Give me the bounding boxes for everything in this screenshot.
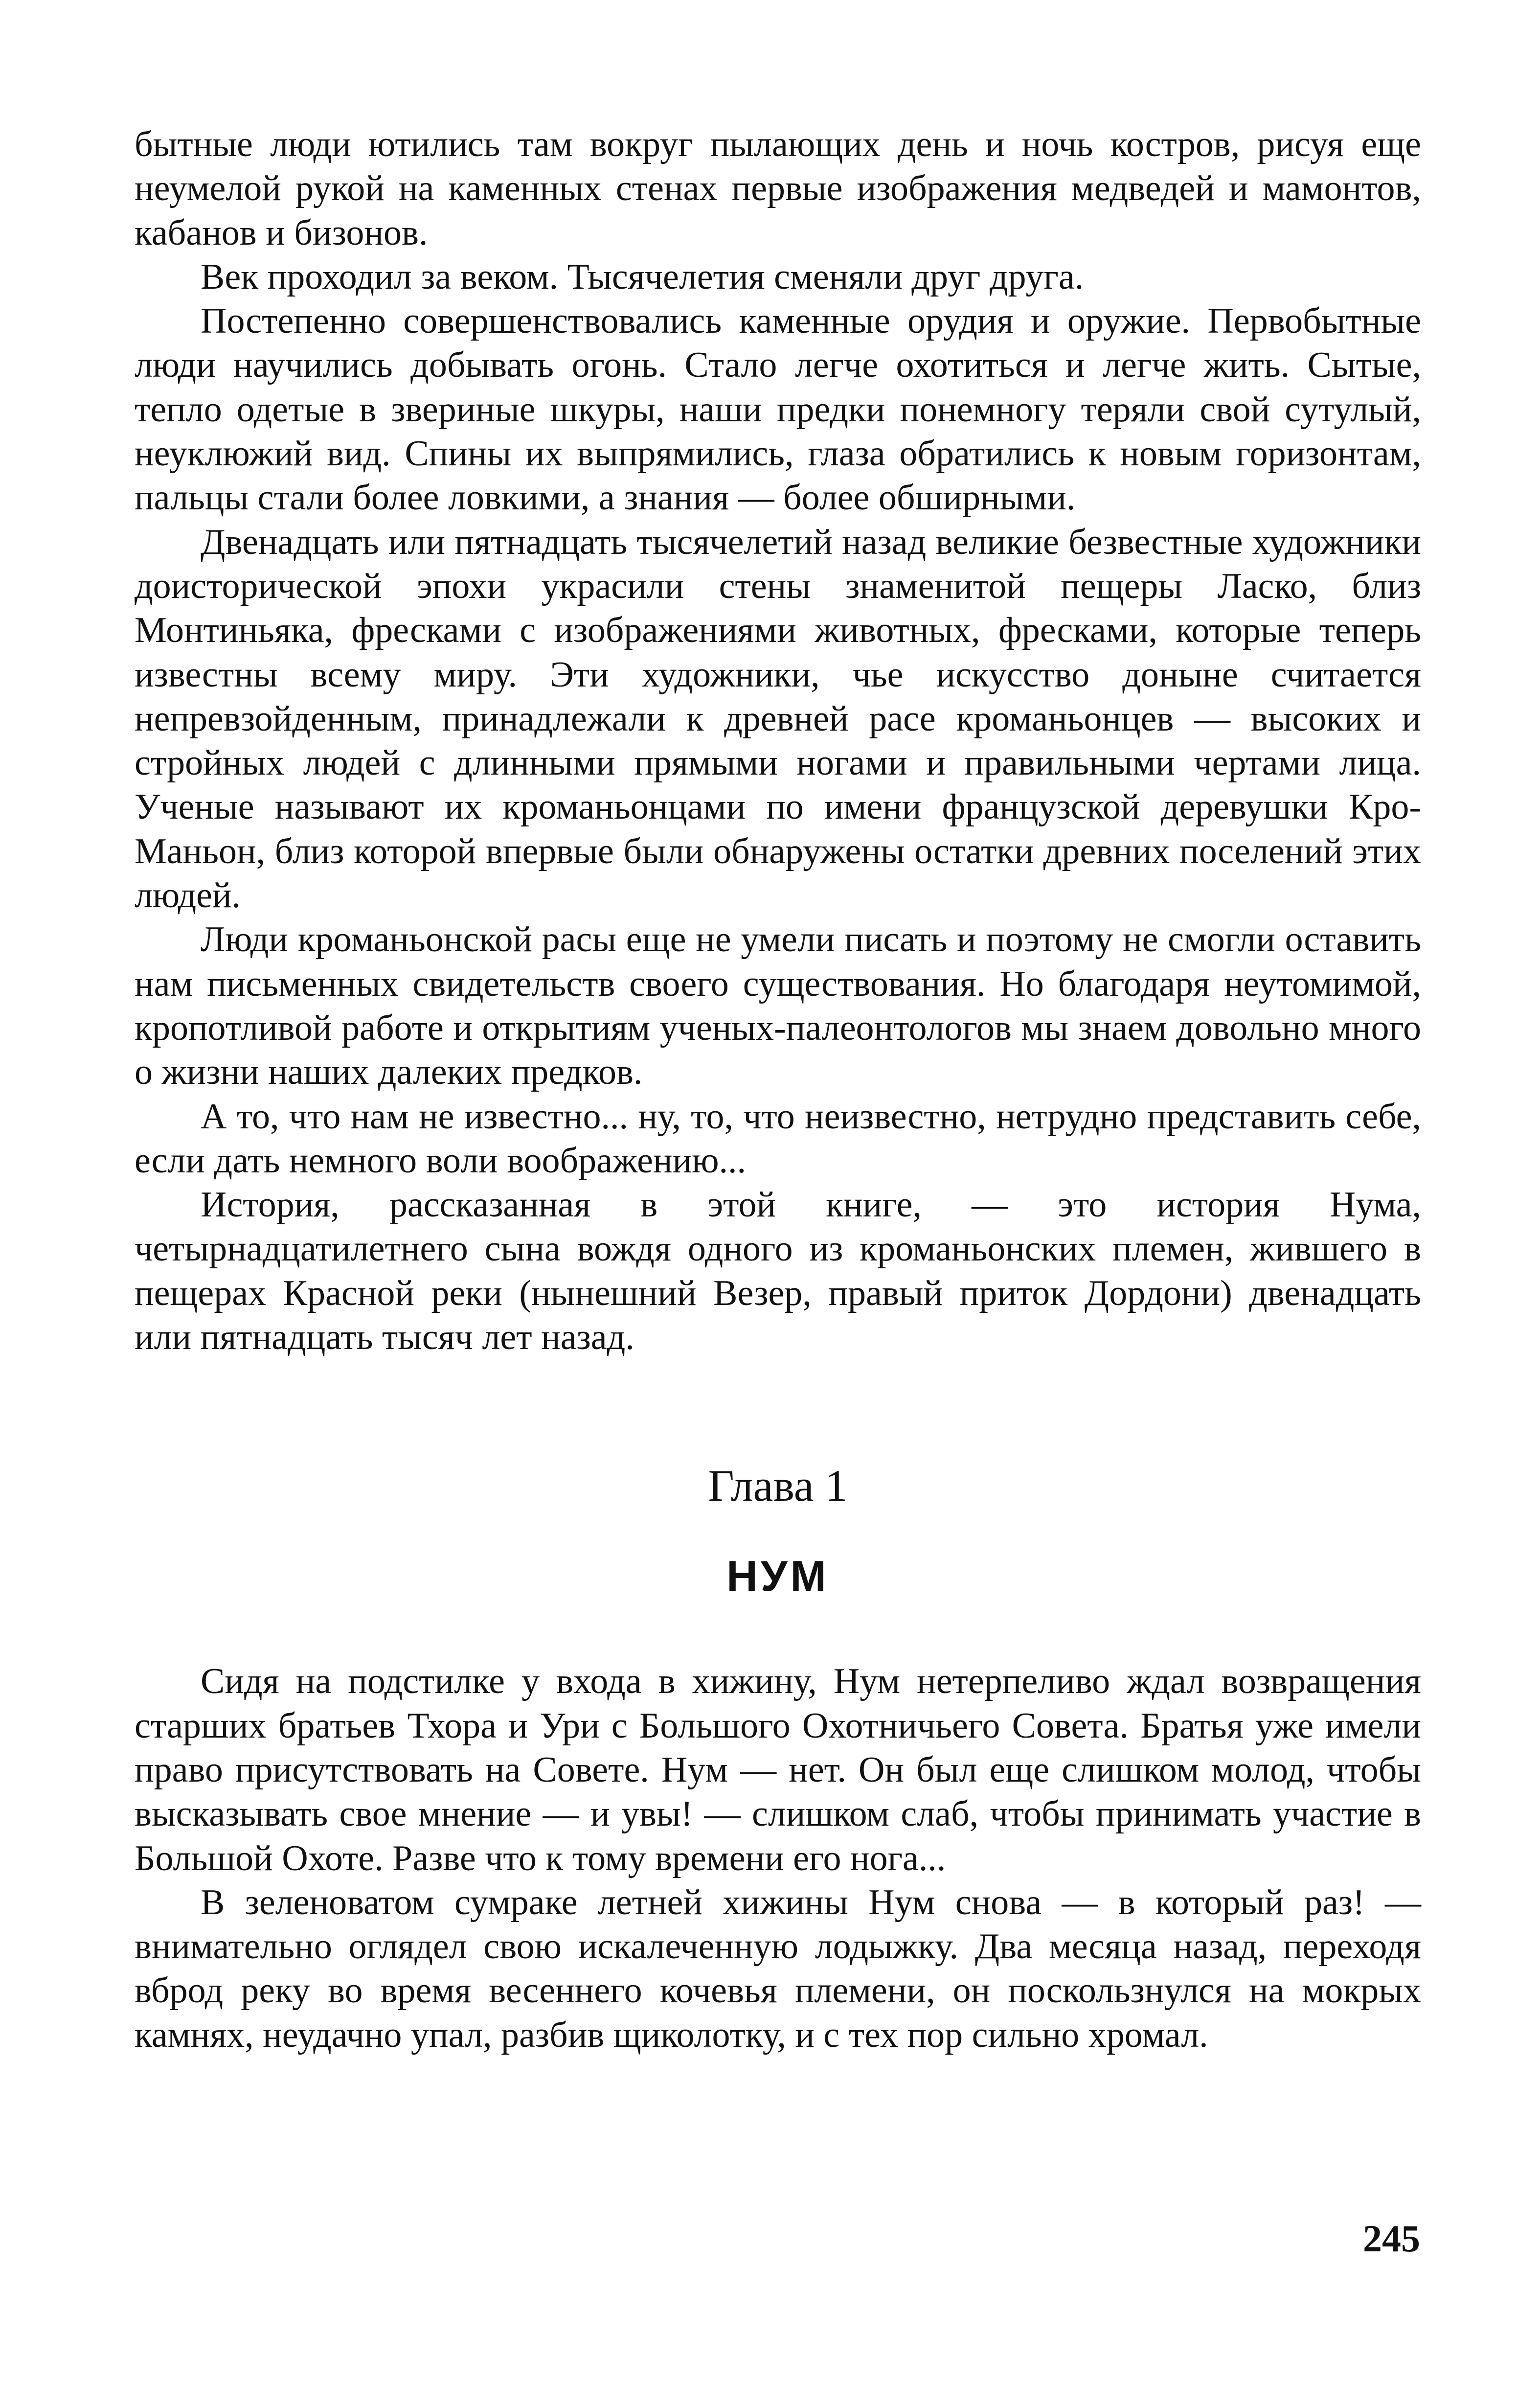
paragraph: История, рассказанная в этой книге, — это история Нума, четырнадцатилетнего сына вождя одного из кроманьонских племен, жившего в пещерах Красной реки (нынешний Везер, правый приток Дордони) двенадцать или пятнадцать тысяч лет назад. [135,1185,1421,1358]
paragraph: В зеленоватом сумраке летней хижины Нум снова — в который раз! — внимательно оглядел свою искалеченную лодыжку. Два месяца назад, переходя вброд реку во время весеннего кочевья племени, он поскользнулся на мокрых камнях, неудачно упал, разбив щиколотку, и с тех пор сильно хромал. [135,1882,1421,2055]
page-number: 245 [1363,2217,1420,2260]
chapter-number-heading: Глава 1 [708,1461,848,1511]
paragraph: Люди кроманьонской расы еще не умели писать и поэтому не смогли оставить нам письменных свидетельств своего существования. Но благодаря неутомимой, кропотливой работе и открытиям ученых-палеонтологов мы знаем довольно много о жизни наших далеких предков. [135,919,1421,1093]
paragraph: Сидя на подстилке у входа в хижину, Нум нетерпеливо ждал возвращения старших братьев Тхора и Ури с Большого Охотничьего Совета. Братья уже имели право присутствовать на Совете. Нум — нет. Он был еще слишком молод, чтобы высказывать свое мнение — и увы! — слишком слаб, чтобы принимать участие в Большой Охоте. Разве что к тому времени его нога... [135,1661,1421,1878]
chapter-title-heading: НУМ [726,1552,829,1601]
paragraph-continued: бытные люди ютились там вокруг пылающих день и ночь костров, рисуя еще неумелой рукой на каменных стенах первые изображения медведей и мамонтов, кабанов и бизонов. [135,124,1421,253]
book-page [135,122,1421,2057]
paragraph: Век проходил за веком. Тысячелетия сменяли друг друга. [201,256,1084,297]
paragraph: Двенадцать или пятнадцать тысячелетий назад великие безвестные художники доисторической эпохи украсили стены знаменитой пещеры Ласко, близ Монтиньяка, фресками с изображениями животных, фресками, которые теперь известны всему миру. Эти художники, чье искусство доныне считается непревзойденным, принадлежали к древней расе кроманьонцев — высоких и стройных людей с длинными прямыми ногами и правильными чертами лица. Ученые называют их кроманьонцами по имени французской деревушки Кро-Маньон, близ которой впервые были обнаружены остатки древних поселений этих людей. [135,522,1421,916]
intro-section [135,122,1421,1359]
chapter-body [135,1659,1421,2057]
paragraph: Постепенно совершенствовались каменные орудия и оружие. Первобытные люди научились добывать огонь. Стало легче охотиться и легче жить. Сытые, тепло одетые в звериные шкуры, наши предки понемногу теряли свой сутулый, неуклюжий вид. Спины их выпрямились, глаза обратились к новым горизонтам, пальцы стали более ловкими, а знания — более обширными. [135,301,1421,518]
paragraph: А то, что нам не известно... ну, то, что неизвестно, нетрудно представить себе, если дать немного воли воображению... [135,1096,1421,1181]
